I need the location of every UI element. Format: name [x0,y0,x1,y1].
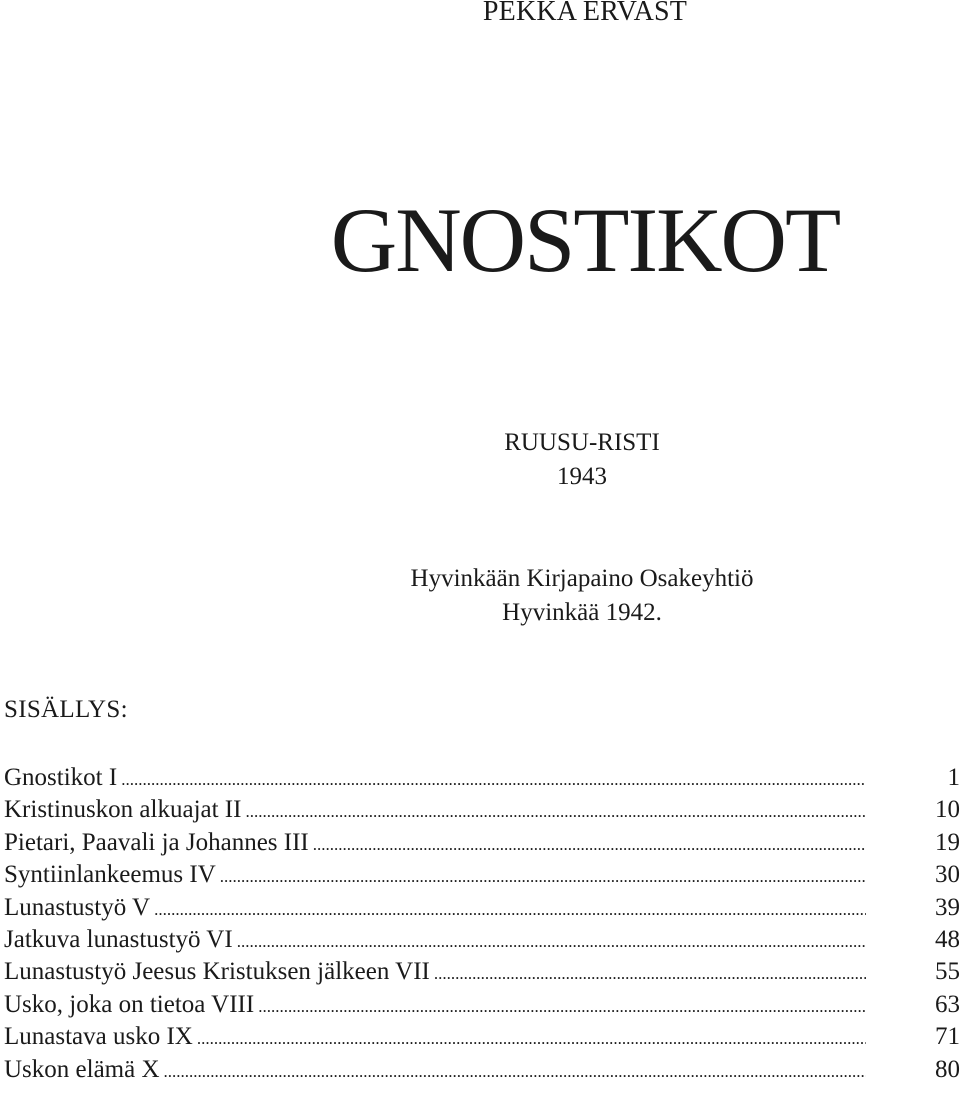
toc-entry-title: Jatkuva lunastustyö VI [4,925,233,953]
toc-entry [4,762,960,794]
toc-leader-dots [245,796,866,828]
toc-entry-title: Gnostikot I [4,764,118,791]
toc-entry-title: Uskon elämä X [4,1055,160,1083]
toc-entry-page: 19 [935,828,960,856]
toc-entry-title: Pietari, Paavali ja Johannes III [4,828,309,856]
toc-entry-page: 1 [947,764,960,791]
toc-entry [4,859,960,891]
toc-heading: SISÄLLYS: [4,696,128,723]
toc-entry [4,794,960,826]
toc-leader-dots [434,958,866,990]
toc-leader-dots [154,894,866,926]
toc-leader-dots [313,829,866,861]
toc-entry [4,989,960,1021]
toc-entry [4,924,960,956]
toc-entry-page: 10 [935,796,960,824]
toc-entry-title: Syntiinlankeemus IV [4,861,216,889]
book-title: GNOSTIKOT [330,189,840,291]
publisher-block [0,426,960,494]
toc-entry [4,956,960,988]
printer-place-year: Hyvinkää 1942. [502,599,662,626]
toc-entry-title: Kristinuskon alkuajat II [4,796,242,824]
toc-leader-dots [220,861,866,893]
toc-entry-title: Lunastustyö V [4,893,151,921]
toc-entry [4,892,960,924]
publisher-name: RUUSU-RISTI [504,429,660,456]
toc-entry-page: 80 [935,1055,960,1083]
toc-entry [4,1054,960,1086]
toc-entry-page: 63 [935,990,960,1018]
table-of-contents [4,762,960,1086]
toc-entry-title: Usko, joka on tietoa VIII [4,990,255,1018]
author-name: PEKKA ERVAST [482,0,688,27]
printer-name: Hyvinkään Kirjapaino Osakeyhtiö [410,565,754,592]
toc-entry-title: Lunastava usko IX [4,1023,193,1051]
toc-leader-dots [197,1023,866,1055]
toc-leader-dots [164,1056,866,1088]
toc-entry [4,827,960,859]
printer-block [0,562,960,630]
toc-entry-page: 71 [935,1023,960,1051]
toc-entry-title: Lunastustyö Jeesus Kristuksen jälkeen VII [4,958,430,986]
toc-leader-dots [258,991,866,1023]
toc-entry-page: 48 [935,925,960,953]
publisher-year: 1943 [557,463,607,490]
toc-entry-page: 55 [935,958,960,986]
toc-leader-dots [237,926,866,958]
toc-entry-page: 30 [935,861,960,889]
toc-entry-page: 39 [935,893,960,921]
toc-leader-dots [121,764,866,796]
toc-entry [4,1021,960,1053]
